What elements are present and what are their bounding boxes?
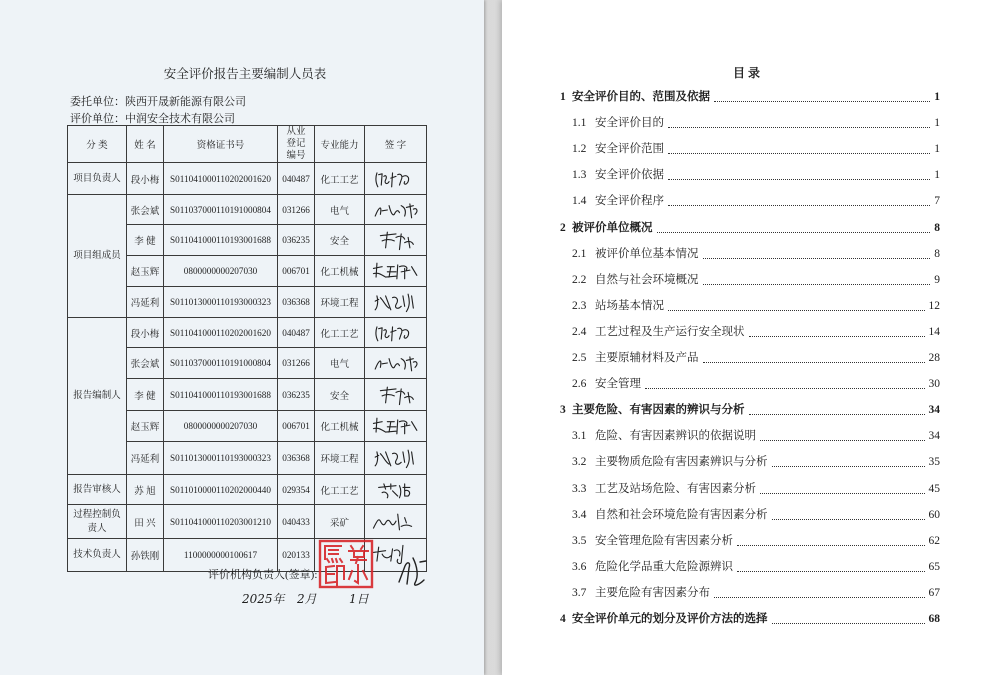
toc-page-number: 1 <box>934 143 940 156</box>
certificate-number-cell: 1100000000100617 <box>164 539 278 572</box>
table-row <box>68 195 427 225</box>
name-cell: 段小梅 <box>127 318 164 348</box>
toc-leader <box>737 545 925 546</box>
certificate-number-cell: S011010000110202000440 <box>164 475 278 505</box>
toc-leader <box>772 623 925 624</box>
signature-cell <box>365 195 427 225</box>
toc-page-number: 30 <box>928 378 940 391</box>
signature-cell <box>365 379 427 411</box>
toc-number: 3.7 <box>572 586 587 599</box>
certificate-number-cell: 0800000000207030 <box>164 411 278 442</box>
toc-entry <box>572 116 940 131</box>
toc-entry-title: 安全评价目的 <box>595 117 664 130</box>
name-cell: 段小梅 <box>127 163 164 195</box>
specialty-cell: 安全 <box>315 379 365 411</box>
toc-page-number: 1 <box>934 91 940 103</box>
toc-entry-title: 工艺过程及生产运行安全现状 <box>595 325 745 338</box>
name-cell: 李 健 <box>127 225 164 256</box>
seal-graphic <box>318 539 374 589</box>
registration-number-cell: 040487 <box>278 163 315 195</box>
header-category: 分 类 <box>68 126 127 163</box>
toc-page-number: 14 <box>928 325 940 338</box>
toc-entry <box>572 560 940 575</box>
toc-number: 1.3 <box>572 169 587 182</box>
toc-number: 3 <box>560 404 566 417</box>
personnel-table <box>67 125 427 572</box>
page-title: 安全评价报告主要编制人员表 <box>163 67 327 81</box>
name-cell: 李 健 <box>127 379 164 411</box>
signature <box>369 197 423 223</box>
toc-leader <box>749 414 925 415</box>
toc-entry <box>572 299 940 314</box>
toc-page-number: 28 <box>928 352 940 364</box>
registration-number-cell: 036368 <box>278 287 315 318</box>
chief-signature <box>396 552 436 593</box>
specialty-cell: 化工机械 <box>315 256 365 287</box>
toc-number: 2.4 <box>572 325 587 338</box>
toc-leader <box>772 519 925 520</box>
certificate-number-cell: S011041000110203001210 <box>164 505 278 539</box>
registration-number-cell: 031266 <box>278 195 315 225</box>
header-specialty: 专业能力 <box>315 126 365 163</box>
signature <box>369 258 423 284</box>
signature-cell <box>365 287 427 318</box>
toc-entry-title: 危险化学品重大危险源辨识 <box>595 560 733 573</box>
toc-page-number: 9 <box>934 273 940 286</box>
signature <box>369 413 423 439</box>
toc-number: 2.2 <box>572 273 587 286</box>
toc-page-number: 1 <box>934 169 940 182</box>
registration-number-cell: 020133 <box>278 539 315 572</box>
toc-entry-title: 主要危险、有害因素的辨识与分析 <box>572 404 745 417</box>
table-body <box>68 163 427 572</box>
toc-number: 2.5 <box>572 352 587 364</box>
toc-entry <box>560 90 940 105</box>
toc-entry-title: 自然和社会环境危险有害因素分析 <box>595 508 768 521</box>
registration-number-cell: 006701 <box>278 256 315 287</box>
header-certificate: 资格证书号 <box>164 126 278 163</box>
toc-page-number: 45 <box>928 482 940 495</box>
signature <box>369 350 423 376</box>
toc-entry-title: 安全评价程序 <box>595 195 664 208</box>
toc-number: 2.3 <box>572 299 587 312</box>
toc-page <box>502 0 991 675</box>
toc-leader <box>714 101 930 102</box>
toc-entry-title: 危险、有害因素辨识的依据说明 <box>595 430 756 443</box>
toc-leader <box>760 493 925 494</box>
registration-number-cell: 040433 <box>278 505 315 539</box>
category-label: 过程控制负责人 <box>73 509 121 534</box>
toc-number: 1.2 <box>572 143 587 156</box>
specialty-cell: 环境工程 <box>315 287 365 318</box>
certificate-number-cell: S011037000110191000804 <box>164 348 278 379</box>
toc-entry-title: 安全管理 <box>595 378 641 391</box>
toc-entry-title: 站场基本情况 <box>595 299 664 312</box>
toc-leader <box>645 388 925 389</box>
toc-number: 3.6 <box>572 560 587 573</box>
toc-entry-title: 安全评价范围 <box>595 143 664 156</box>
date-month: 2月 <box>297 592 317 606</box>
toc-page-number: 65 <box>928 560 940 573</box>
toc-entry-title: 自然与社会环境概况 <box>595 273 699 286</box>
name-cell: 田 兴 <box>127 505 164 539</box>
certificate-number-cell: S011013000110193000323 <box>164 442 278 475</box>
toc-leader <box>703 362 925 363</box>
toc-entry <box>560 403 940 418</box>
category-label: 报告审核人 <box>73 484 121 495</box>
signature-cell <box>365 318 427 348</box>
toc-leader <box>668 153 930 154</box>
certificate-number-cell: S011041000110193001688 <box>164 225 278 256</box>
signature <box>369 382 423 408</box>
toc-entry <box>572 534 940 549</box>
toc-entry <box>572 325 940 340</box>
name-cell: 苏 旭 <box>127 475 164 505</box>
specialty-cell: 电气 <box>315 348 365 379</box>
category-label: 项目组成员 <box>73 251 121 261</box>
toc-leader <box>703 284 931 285</box>
toc-page-number: 68 <box>928 613 940 625</box>
toc-entry <box>572 168 940 183</box>
toc-number: 4 <box>560 613 566 625</box>
date-day: 1日 <box>349 592 369 606</box>
signature-cell <box>365 475 427 505</box>
certificate-number-cell: S011013000110193000323 <box>164 287 278 318</box>
signature <box>369 289 423 315</box>
toc-leader <box>737 571 925 572</box>
registration-number-cell: 036235 <box>278 379 315 411</box>
toc-number: 3.4 <box>572 508 587 521</box>
toc-leader <box>749 336 925 337</box>
toc-entry <box>572 351 940 366</box>
table-row <box>68 475 427 505</box>
signature-cell <box>365 442 427 475</box>
toc-entry-title: 主要原辅材料及产品 <box>595 352 699 364</box>
toc-number: 2 <box>560 221 566 234</box>
specialty-cell: 化工工艺 <box>315 163 365 195</box>
certificate-number-cell: S011041000110193001688 <box>164 379 278 411</box>
toc-entry-title: 安全评价依据 <box>595 169 664 182</box>
toc-entry-title: 被评价单位基本情况 <box>595 247 699 260</box>
toc-leader <box>668 179 930 180</box>
registration-number-cell: 006701 <box>278 411 315 442</box>
specialty-cell: 电气 <box>315 195 365 225</box>
toc-page-number: 62 <box>928 534 940 547</box>
specialty-cell: 化工工艺 <box>315 475 365 505</box>
toc-leader <box>772 466 925 467</box>
toc-entry <box>572 142 940 157</box>
certificate-number-cell: 0800000000207030 <box>164 256 278 287</box>
toc-page-number: 60 <box>928 508 940 521</box>
toc-page-number: 8 <box>934 221 940 234</box>
toc-entry <box>572 455 940 470</box>
toc-number: 1.4 <box>572 195 587 208</box>
registration-number-cell: 036368 <box>278 442 315 475</box>
toc-entry <box>572 194 940 209</box>
toc-entry-title: 工艺及站场危险、有害因素分析 <box>595 482 756 495</box>
toc-entry <box>560 221 940 236</box>
signature-cell <box>365 505 427 539</box>
toc-entry <box>560 612 940 627</box>
specialty-cell: 采矿 <box>315 505 365 539</box>
toc-entry <box>572 482 940 497</box>
specialty-cell: 化工工艺 <box>315 318 365 348</box>
category-label: 报告编制人 <box>73 391 121 401</box>
signature <box>396 552 436 588</box>
toc-number: 1 <box>560 91 566 103</box>
toc-entry <box>572 508 940 523</box>
toc-entry-title: 主要物质危险有害因素辨识与分析 <box>595 456 768 469</box>
toc-leader <box>760 440 925 441</box>
toc-number: 1.1 <box>572 117 587 130</box>
name-cell: 张会斌 <box>127 195 164 225</box>
evaluator-line: 评价单位：中润安全技术有限公司 <box>70 113 235 125</box>
signature <box>369 477 423 503</box>
signature-cell <box>365 225 427 256</box>
certificate-number-cell: S011041000110202001620 <box>164 163 278 195</box>
personnel-page <box>0 0 484 675</box>
name-cell: 冯延利 <box>127 287 164 318</box>
category-label: 技术负责人 <box>73 550 121 560</box>
category-label: 项目负责人 <box>73 173 121 184</box>
name-cell: 张会斌 <box>127 348 164 379</box>
toc-page-number: 8 <box>934 247 940 260</box>
signature-cell <box>365 348 427 379</box>
toc-entry <box>572 429 940 444</box>
table-header-row <box>68 126 427 163</box>
toc-entry-title: 被评价单位概况 <box>572 221 653 234</box>
toc-entry-title: 安全评价单元的划分及评价方法的选择 <box>572 613 768 625</box>
toc-page-number: 35 <box>928 456 940 469</box>
toc-number: 3.2 <box>572 456 587 469</box>
toc-number: 2.6 <box>572 378 587 391</box>
header-registration-label: 从业登记编号 <box>286 127 306 161</box>
signature <box>369 166 423 192</box>
signature <box>369 509 423 535</box>
registration-number-cell: 031266 <box>278 348 315 379</box>
signature-cell <box>365 163 427 195</box>
specialty-cell: 安全 <box>315 225 365 256</box>
toc-number: 3.3 <box>572 482 587 495</box>
signature <box>369 445 423 471</box>
toc-entry <box>572 247 940 262</box>
toc-entry <box>572 586 940 601</box>
toc-entry-title: 主要危险有害因素分布 <box>595 586 710 599</box>
table-row <box>68 163 427 195</box>
certificate-number-cell: S011037000110191000804 <box>164 195 278 225</box>
name-cell: 赵玉辉 <box>127 411 164 442</box>
header-signature: 签 字 <box>365 126 427 163</box>
client-line: 委托单位：陕西开晟新能源有限公司 <box>70 96 246 108</box>
signoff-label: 评价机构负责人(签章): <box>208 569 318 581</box>
category-cell <box>68 505 127 539</box>
toc-entry <box>572 273 940 288</box>
toc-leader <box>668 310 925 311</box>
category-cell <box>68 163 127 195</box>
toc-entry-title: 安全评价目的、范围及依据 <box>572 91 710 103</box>
toc-page-number: 12 <box>928 299 940 312</box>
toc-number: 2.1 <box>572 247 587 260</box>
toc-title: 目 录 <box>732 66 760 80</box>
toc-page-number: 7 <box>934 195 940 208</box>
registration-number-cell: 036235 <box>278 225 315 256</box>
toc-leader <box>657 232 931 233</box>
toc-entry <box>572 377 940 392</box>
toc-entry-title: 安全管理危险有害因素分析 <box>595 534 733 547</box>
date-year: 2025年 <box>242 592 285 606</box>
toc-page-number: 1 <box>934 117 940 130</box>
table-row <box>68 505 427 539</box>
toc-leader <box>668 127 930 128</box>
registration-number-cell: 029354 <box>278 475 315 505</box>
certificate-number-cell: S011041000110202001620 <box>164 318 278 348</box>
signature <box>369 320 423 346</box>
signature <box>369 227 423 253</box>
toc-leader <box>703 258 931 259</box>
table-row <box>68 318 427 348</box>
toc-page-number: 34 <box>928 404 940 417</box>
registration-number-cell: 040487 <box>278 318 315 348</box>
specialty-cell: 环境工程 <box>315 442 365 475</box>
category-cell <box>68 475 127 505</box>
header-name: 姓 名 <box>127 126 164 163</box>
name-cell: 冯延利 <box>127 442 164 475</box>
signature-cell <box>365 256 427 287</box>
toc-page-number: 34 <box>928 430 940 443</box>
category-cell <box>68 539 127 572</box>
name-cell: 赵玉辉 <box>127 256 164 287</box>
seal-stamp <box>318 539 374 594</box>
category-cell <box>68 318 127 475</box>
toc-number: 3.1 <box>572 430 587 443</box>
specialty-cell: 化工机械 <box>315 411 365 442</box>
header-registration <box>278 126 315 163</box>
category-cell <box>68 195 127 318</box>
name-cell: 孙铁刚 <box>127 539 164 572</box>
toc-leader <box>714 597 925 598</box>
toc-number: 3.5 <box>572 534 587 547</box>
toc-page-number: 67 <box>928 586 940 599</box>
signature-cell <box>365 411 427 442</box>
toc-leader <box>668 205 930 206</box>
